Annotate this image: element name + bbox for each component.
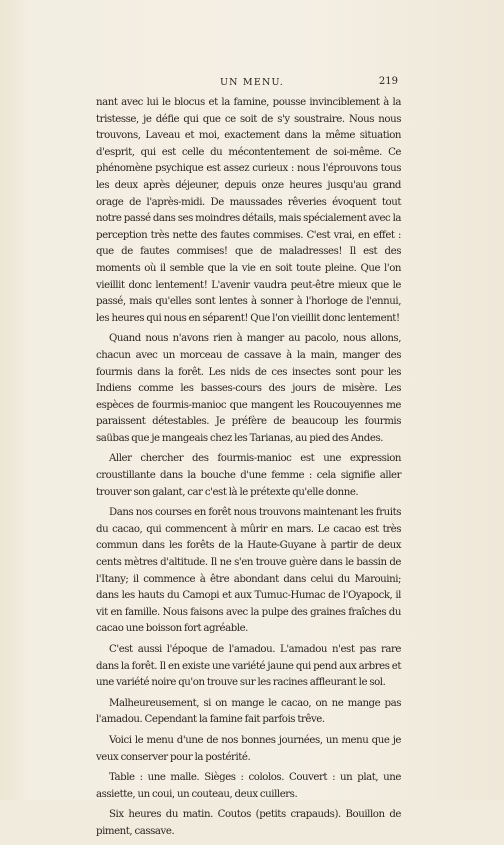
body-text — [96, 95, 401, 845]
paragraph: nant avec lui le blocus et la famine, pousse invinciblement à la tristesse, je défie qui que ce soit de s'y soustraire. Nous nous trouvons, Laveau et moi, exactement dans la même situation d'esprit, qui est celle du mécontentement de soi-même. Ce phénomène psychique est assez curieux : nous l'éprouvons tous les deux après déjeuner, depuis onze heures jusqu'au grand orage de l'après-midi. De maussades rêveries évoquent tout notre passé dans ses moindres détails, mais spécialement avec la perception très nette des fautes commises. C'est vrai, en effet : que de fautes commises! que de maladresses! Il est des moments où il semble que la vie en soit toute pleine. Que l'on vieillit donc lentement! L'avenir vaudra peut-être mieux que le passé, mais qu'elles sont lentes à sonner à l'horloge de l'ennui, les heures qui nous en séparent! Que l'on vieillit donc lentement! — [96, 97, 402, 324]
paragraph: Quand nous n'avons rien à manger au pacolo, nous allons, chacun avec un morceau de cassave à la main, manger des fourmis dans la forêt. Les nids de ces insectes sont pour les Indiens comme les basses-cours des jours de misère. Les espèces de fourmis-manioc que mangent les Roucouyennes me paraissent détestables. Je préfère de beaucoup les fourmis saübas que je mangeais chez les Tarianas, au pied des Andes. — [96, 333, 401, 444]
paragraph: Malheureusement, si on mange le cacao, on ne mange pas l'amadou. Cependant la famine fait parfois trêve. — [96, 697, 401, 726]
paragraph: Six heures du matin. Coutos (petits crapauds). Bouillon de piment, cassave. — [96, 809, 401, 837]
page-number: 219 — [378, 76, 398, 87]
paragraph: Dans nos courses en forêt nous trouvons maintenant les fruits du cacao, qui commencent à mûrir en mars. Le cacao est très commun dans les forêts de la Haute-Guyane à partir de deux cents mètres d'altitude. Il ne s'en trouve guère dans le bassin de l'Itany; il commence à être abondant dans celui du Marouini; dans les hauts du Camopi et aux Tumuc-Humac de l'Oyapock, il vit en famille. Nous faisons avec la pulpe des graines fraîches du cacao une boisson fort agréable. — [96, 507, 401, 635]
running-title: UN MENU. — [219, 77, 285, 88]
paragraph: Table : une malle. Sièges : cololos. Couvert : un plat, une assiette, un coui, un couteau, deux cuillers. — [96, 772, 401, 800]
paragraph: C'est aussi l'époque de l'amadou. L'amadou n'est pas rare dans la forêt. Il en existe une variété jaune qui pend aux arbres et une variété noire qu'on trouve sur les racines affleurant le sol. — [96, 644, 401, 689]
paragraph: Aller chercher des fourmis-manioc est une expression croustillante dans la bouche d'une femme : cela signifie aller trouver son galant, car c'est là le prétexte qu'elle donne. — [96, 453, 401, 498]
paragraph: Voici le menu d'une de nos bonnes journées, un menu que je veux conserver pour la postérité. — [96, 734, 401, 763]
